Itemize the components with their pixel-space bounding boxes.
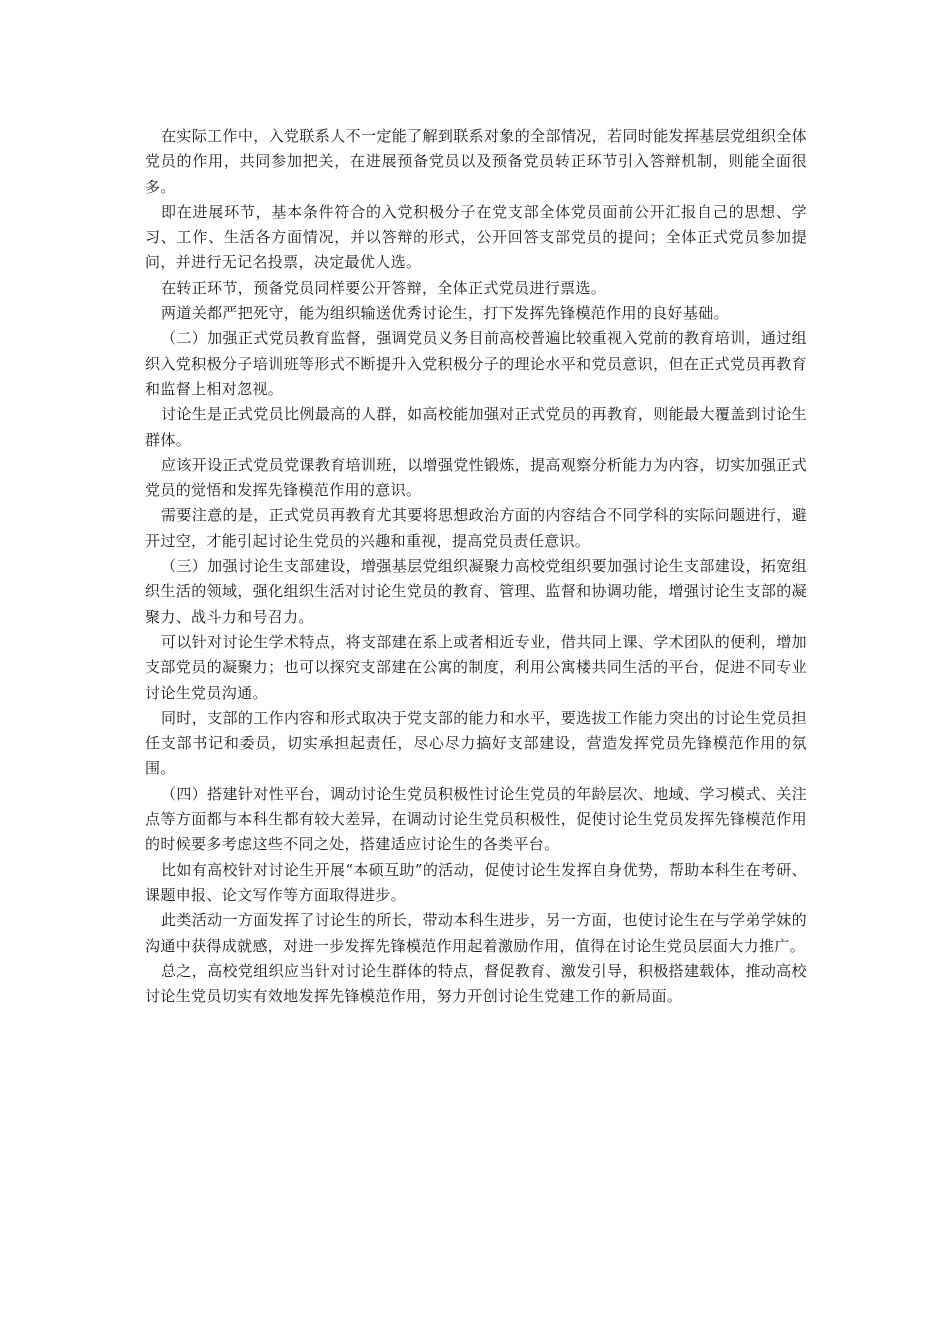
paragraph-2: 即在进展环节，基本条件符合的入党积极分子在党支部全体党员面前公开汇报自己的思想、学习、工作、生活各方面情况，并以答辩的形式，公开回答支部党员的提问；全体正式党员参加提问，并进行无记名投票，决定最优人选。 [145,202,807,272]
paragraph-7: 应该开设正式党员党课教育培训班，以增强党性锻炼，提高观察分析能力为内容，切实加强正式党员的觉悟和发挥先锋模范作用的意识。 [145,455,807,500]
section-heading-2-paragraph: （二）加强正式党员教育监督，强调党员义务目前高校普遍比较重视入党前的教育培训，通过组织入党积极分子培训班等形式不断提升入党积极分子的理论水平和党员意识，但在正式党员再教育和监督上相对忽视。 [145,329,807,398]
conclusion-paragraph: 总之，高校党组织应当针对讨论生群体的特点，督促教育、激发引导，积极搭建载体，推动高校讨论生党员切实有效地发挥先锋模范作用，努力开创讨论生党建工作的新局面。 [145,961,807,1006]
section-heading-3-paragraph: （三）加强讨论生支部建设，增强基层党组织凝聚力高校党组织要加强讨论生支部建设，拓宽组织生活的领域，强化组织生活对讨论生党员的教育、管理、监督和协调功能，增强讨论生支部的凝聚力、战斗力和号召力。 [145,557,807,626]
paragraph-13: 比如有高校针对讨论生开展“本硕互助”的活动，促使讨论生发挥自身优势，帮助本科生在考研、课题申报、论文写作等方面取得进步。 [145,860,807,904]
paragraph-3: 在转正环节，预备党员同样要公开答辩，全体正式党员进行票选。 [161,278,607,297]
paragraph-11: 同时，支部的工作内容和形式取决于党支部的能力和水平，要选拔工作能力突出的讨论生党员担任支部书记和委员，切实承担起责任，尽心尽力搞好支部建设，营造发挥党员先锋模范作用的氛围。 [145,708,807,778]
paragraph-4: 两道关都严把死守，能为组织输送优秀讨论生，打下发挥先锋模范作用的良好基础。 [161,304,729,323]
paragraph-6: 讨论生是正式党员比例最高的人群，如高校能加强对正式党员的再教育，则能最大覆盖到讨论生群体。 [145,405,807,449]
paragraph-14: 此类活动一方面发挥了讨论生的所长，带动本科生进步，另一方面，也使讨论生在与学弟学妹的沟通中获得成就感，对进一步发挥先锋模范作用起着激励作用，值得在讨论生党员层面大力推广。 [145,911,807,955]
paragraph-1: 在实际工作中，入党联系人不一定能了解到联系对象的全部情况，若同时能发挥基层党组织全体党员的作用，共同参加把关，在进展预备党员以及预备党员转正环节引入答辩机制，则能全面很多。 [145,127,807,196]
document-body [145,124,807,1009]
paragraph-8: 需要注意的是，正式党员再教育尤其要将思想政治方面的内容结合不同学科的实际问题进行，避开过空，才能引起讨论生党员的兴趣和重视，提高党员责任意识。 [145,506,807,550]
section-heading-4-paragraph: （四）搭建针对性平台，调动讨论生党员积极性讨论生党员的年龄层次、地域、学习模式、关注点等方面都与本科生都有较大差异，在调动讨论生党员积极性，促使讨论生党员发挥先锋模范作用的时候要多考虑这些不同之处，搭建适应讨论生的各类平台。 [145,784,807,854]
paragraph-10: 可以针对讨论生学术特点，将支部建在系上或者相近专业，借共同上课、学术团队的便利，增加支部党员的凝聚力；也可以探究支部建在公寓的制度，利用公寓楼共同生活的平台，促进不同专业讨论生党员沟通。 [145,632,807,702]
